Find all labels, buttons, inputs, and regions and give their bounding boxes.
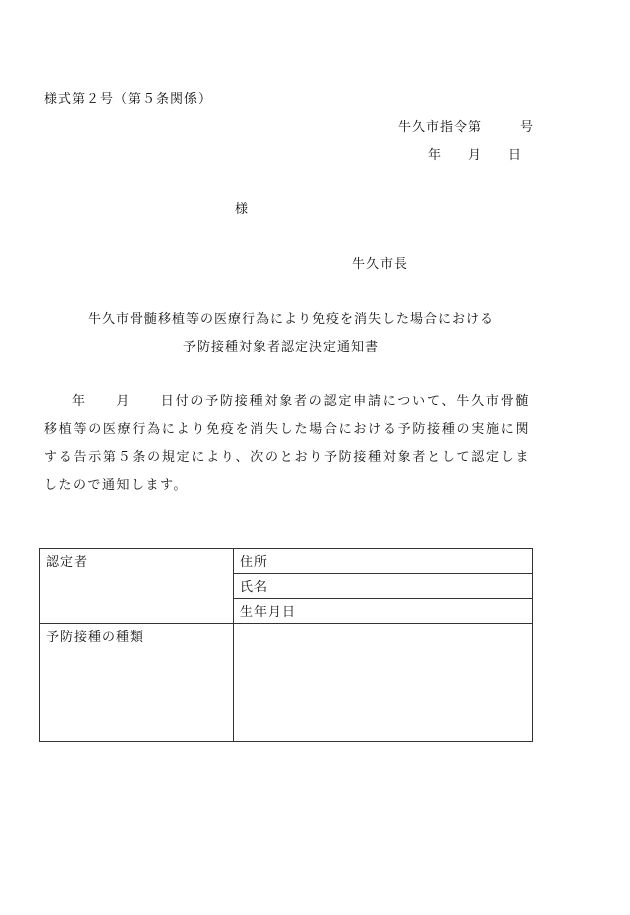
form-number: 様式第２号（第５条関係）: [44, 92, 213, 107]
date-line: [428, 144, 522, 163]
date-month-label: 月: [468, 148, 483, 163]
details-table: [39, 548, 533, 742]
address-label: 住所: [234, 549, 533, 574]
table-row: [40, 624, 533, 742]
issuer-name: 牛久市長: [352, 257, 409, 272]
document-number-prefix: 牛久市指令第: [398, 120, 483, 135]
document-number: [398, 116, 534, 135]
document-number-suffix: 号: [520, 120, 535, 135]
certified-person-label: 認定者: [40, 549, 234, 624]
date-day-label: 日: [508, 148, 523, 163]
document-title-line-2: 予防接種対象者認定決定通知書: [183, 340, 380, 355]
document-title-line-1: 牛久市骨髄移植等の医療行為により免疫を消失した場合における: [88, 312, 495, 327]
vaccination-type-value: [234, 624, 533, 742]
name-label: 氏名: [234, 574, 533, 599]
recipient-honorific: 様: [235, 202, 250, 217]
body-paragraph: 年 月 日付の予防接種対象者の認定申請について、牛久市骨髄移植等の医療行為により免疫を消失した場合における予防接種の実施に関する告示第５条の規定により、次のとおり予防接種対象者として認定しましたので通知します。: [44, 394, 530, 493]
table-row: [40, 549, 533, 574]
vaccination-type-label: 予防接種の種類: [40, 624, 234, 742]
date-year-label: 年: [428, 148, 443, 163]
birthdate-label: 生年月日: [234, 599, 533, 624]
